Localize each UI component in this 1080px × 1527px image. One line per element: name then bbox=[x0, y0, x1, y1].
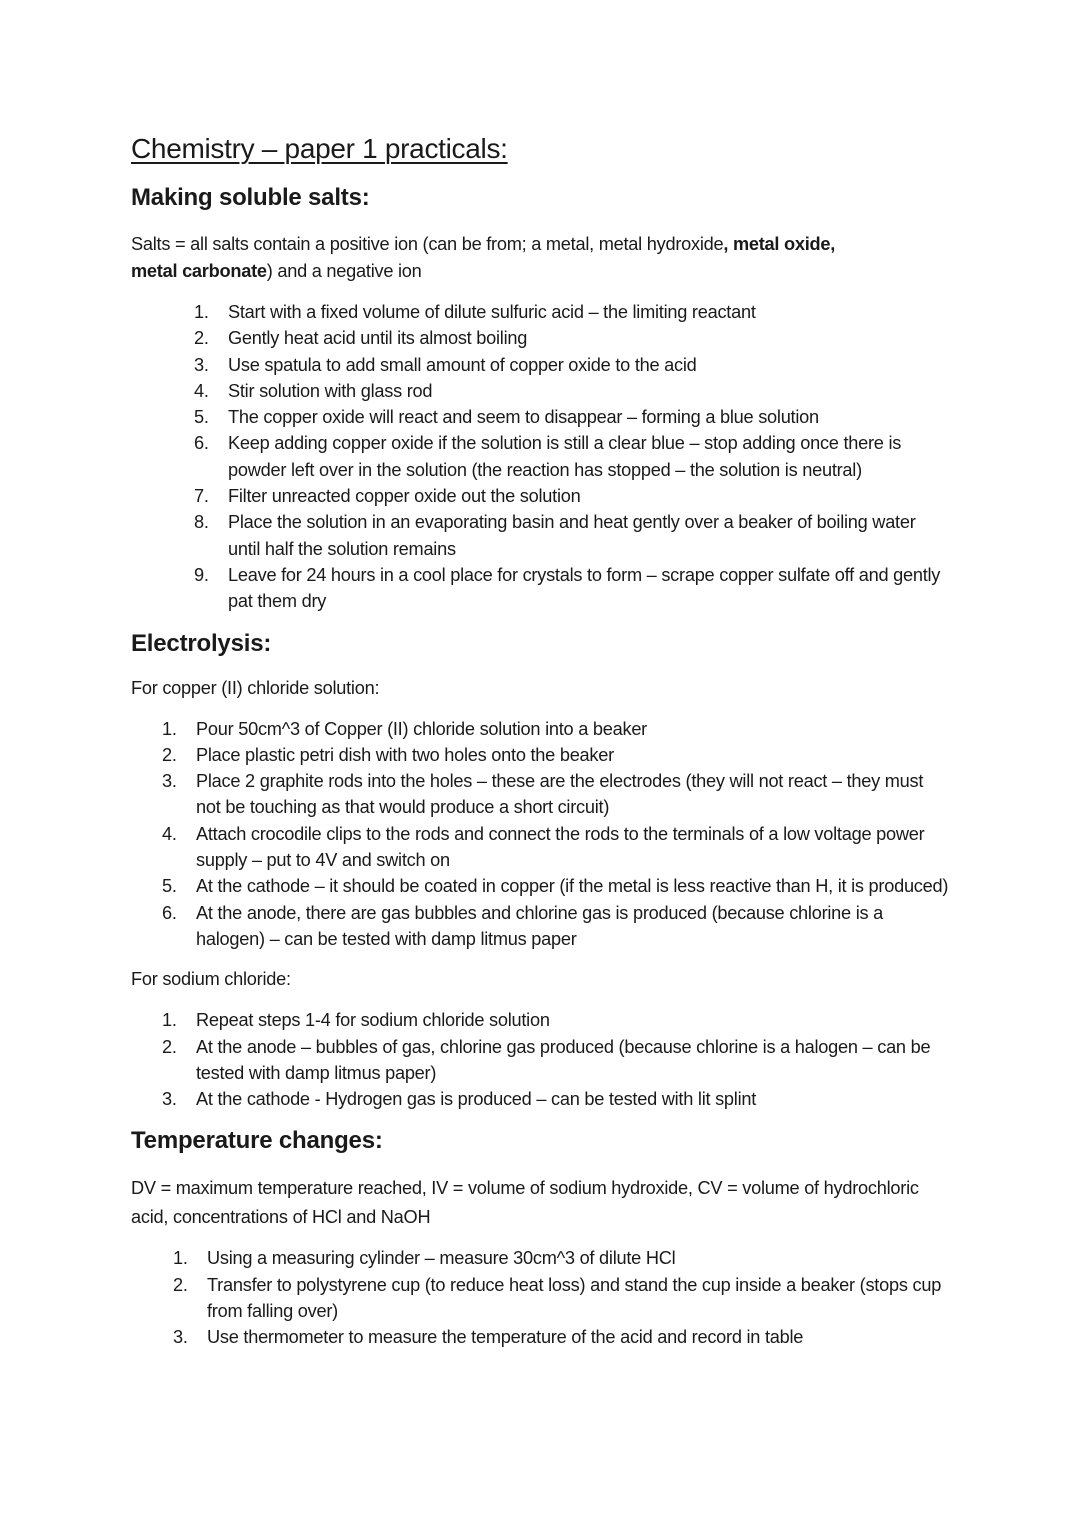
list-item bbox=[162, 1034, 951, 1087]
list-number: 9. bbox=[194, 564, 209, 585]
list-number: 1. bbox=[162, 1010, 177, 1031]
list-item bbox=[162, 1007, 951, 1033]
list-number: 3. bbox=[162, 1089, 177, 1110]
list-item bbox=[194, 509, 951, 562]
list-text: Place 2 graphite rods into the holes – these are the electrodes (they will not react – they must not be touching as that would produce a short circuit) bbox=[196, 771, 924, 818]
section-heading: Making soluble salts: bbox=[131, 184, 370, 211]
sodium-chloride-steps-list bbox=[131, 1007, 951, 1112]
section-electrolysis bbox=[131, 629, 951, 1113]
list-number: 4. bbox=[162, 823, 177, 844]
temperature-intro: DV = maximum temperature reached, IV = volume of sodium hydroxide, CV = volume of hydrochloric acid, concentrations of HCl and NaOH bbox=[131, 1178, 919, 1227]
list-number: 8. bbox=[194, 512, 209, 533]
list-number: 5. bbox=[162, 876, 177, 897]
list-item bbox=[173, 1245, 951, 1271]
list-text: Use thermometer to measure the temperature of the acid and record in table bbox=[207, 1327, 804, 1348]
list-item bbox=[162, 900, 951, 953]
list-text: Leave for 24 hours in a cool place for crystals to form – scrape copper sulfate off and gently pat them dry bbox=[228, 564, 941, 612]
list-item bbox=[162, 716, 951, 742]
list-number: 2. bbox=[162, 1036, 177, 1057]
list-text: Using a measuring cylinder – measure 30cm^3 of dilute HCl bbox=[207, 1248, 676, 1269]
list-item bbox=[162, 821, 951, 874]
list-number: 1. bbox=[162, 718, 177, 739]
list-item bbox=[194, 325, 951, 351]
list-text: Start with a fixed volume of dilute sulfuric acid – the limiting reactant bbox=[228, 302, 756, 322]
list-item bbox=[194, 562, 951, 615]
list-text: Repeat steps 1-4 for sodium chloride solution bbox=[196, 1010, 550, 1031]
list-text: At the anode – bubbles of gas, chlorine gas produced (because chlorine is a halogen – can be tested with damp litmus paper) bbox=[196, 1036, 931, 1083]
list-number: 6. bbox=[194, 433, 209, 454]
list-number: 2. bbox=[194, 328, 209, 349]
section-heading: Electrolysis: bbox=[131, 629, 272, 657]
list-text: Stir solution with glass rod bbox=[228, 380, 433, 401]
intro-text: Salts = all salts contain a positive ion (can be from; a metal, metal hydroxide bbox=[131, 234, 724, 254]
intro-bold-text: , metal oxide, bbox=[723, 234, 836, 254]
list-text: Pour 50cm^3 of Copper (II) chloride solution into a beaker bbox=[196, 718, 647, 739]
list-text: Use spatula to add small amount of copper oxide to the acid bbox=[228, 354, 697, 375]
list-item bbox=[173, 1324, 951, 1350]
list-text: Place plastic petri dish with two holes onto the beaker bbox=[196, 744, 614, 765]
list-number: 4. bbox=[194, 380, 209, 401]
list-number: 5. bbox=[194, 407, 209, 428]
list-number: 3. bbox=[173, 1327, 188, 1348]
intro-bold-text: metal carbonate bbox=[131, 261, 267, 281]
section-heading: Temperature changes: bbox=[131, 1127, 383, 1155]
list-text: Keep adding copper oxide if the solution is still a clear blue – stop adding once there is powder left over in the solution (the reaction has stopped – the solution is neutral) bbox=[228, 433, 902, 480]
intro-text: ) and a negative ion bbox=[266, 261, 422, 281]
list-item bbox=[162, 768, 951, 821]
list-text: Place the solution in an evaporating basin and heat gently over a beaker of boiling water until half the solution remains bbox=[228, 512, 916, 559]
list-text: Gently heat acid until its almost boiling bbox=[228, 328, 528, 349]
copper-chloride-steps-list bbox=[131, 716, 951, 953]
list-text: Attach crocodile clips to the rods and connect the rods to the terminals of a low voltage power supply – put to 4V and switch on bbox=[196, 823, 925, 871]
section-making-soluble-salts bbox=[131, 183, 951, 615]
list-number: 7. bbox=[194, 486, 209, 507]
list-text: At the cathode – it should be coated in copper (if the metal is less reactive than H, it is produced) bbox=[196, 876, 949, 897]
list-number: 3. bbox=[194, 354, 209, 375]
list-item bbox=[162, 1086, 951, 1112]
document-title: Chemistry – paper 1 practicals: bbox=[131, 133, 508, 164]
list-number: 3. bbox=[162, 771, 177, 792]
copper-chloride-intro: For copper (II) chloride solution: bbox=[131, 677, 380, 698]
list-text: Transfer to polystyrene cup (to reduce heat loss) and stand the cup inside a beaker (stops cup from falling over) bbox=[207, 1274, 942, 1322]
list-item bbox=[194, 430, 951, 483]
list-text: At the cathode - Hydrogen gas is produced – can be tested with lit splint bbox=[196, 1089, 757, 1110]
list-number: 6. bbox=[162, 902, 177, 923]
list-text: At the anode, there are gas bubbles and chlorine gas is produced (because chlorine is a halogen) – can be tested with damp litmus paper bbox=[196, 902, 884, 949]
temperature-steps-list bbox=[131, 1245, 951, 1350]
salts-steps-list bbox=[131, 299, 951, 615]
list-item bbox=[162, 742, 951, 768]
list-item bbox=[194, 299, 951, 325]
list-item bbox=[194, 404, 951, 430]
list-number: 1. bbox=[194, 302, 209, 322]
document-page bbox=[131, 126, 951, 1351]
list-number: 2. bbox=[162, 744, 177, 765]
section-temperature-changes bbox=[131, 1126, 951, 1350]
list-number: 2. bbox=[173, 1274, 188, 1295]
list-item bbox=[173, 1272, 951, 1325]
sodium-chloride-intro: For sodium chloride: bbox=[131, 969, 291, 990]
list-text: Filter unreacted copper oxide out the solution bbox=[228, 486, 581, 507]
list-item bbox=[194, 378, 951, 404]
list-item bbox=[194, 483, 951, 509]
list-number: 1. bbox=[173, 1248, 188, 1269]
list-text: The copper oxide will react and seem to disappear – forming a blue solution bbox=[228, 407, 819, 428]
list-item bbox=[194, 352, 951, 378]
list-item bbox=[162, 873, 951, 899]
salts-intro bbox=[131, 231, 951, 285]
